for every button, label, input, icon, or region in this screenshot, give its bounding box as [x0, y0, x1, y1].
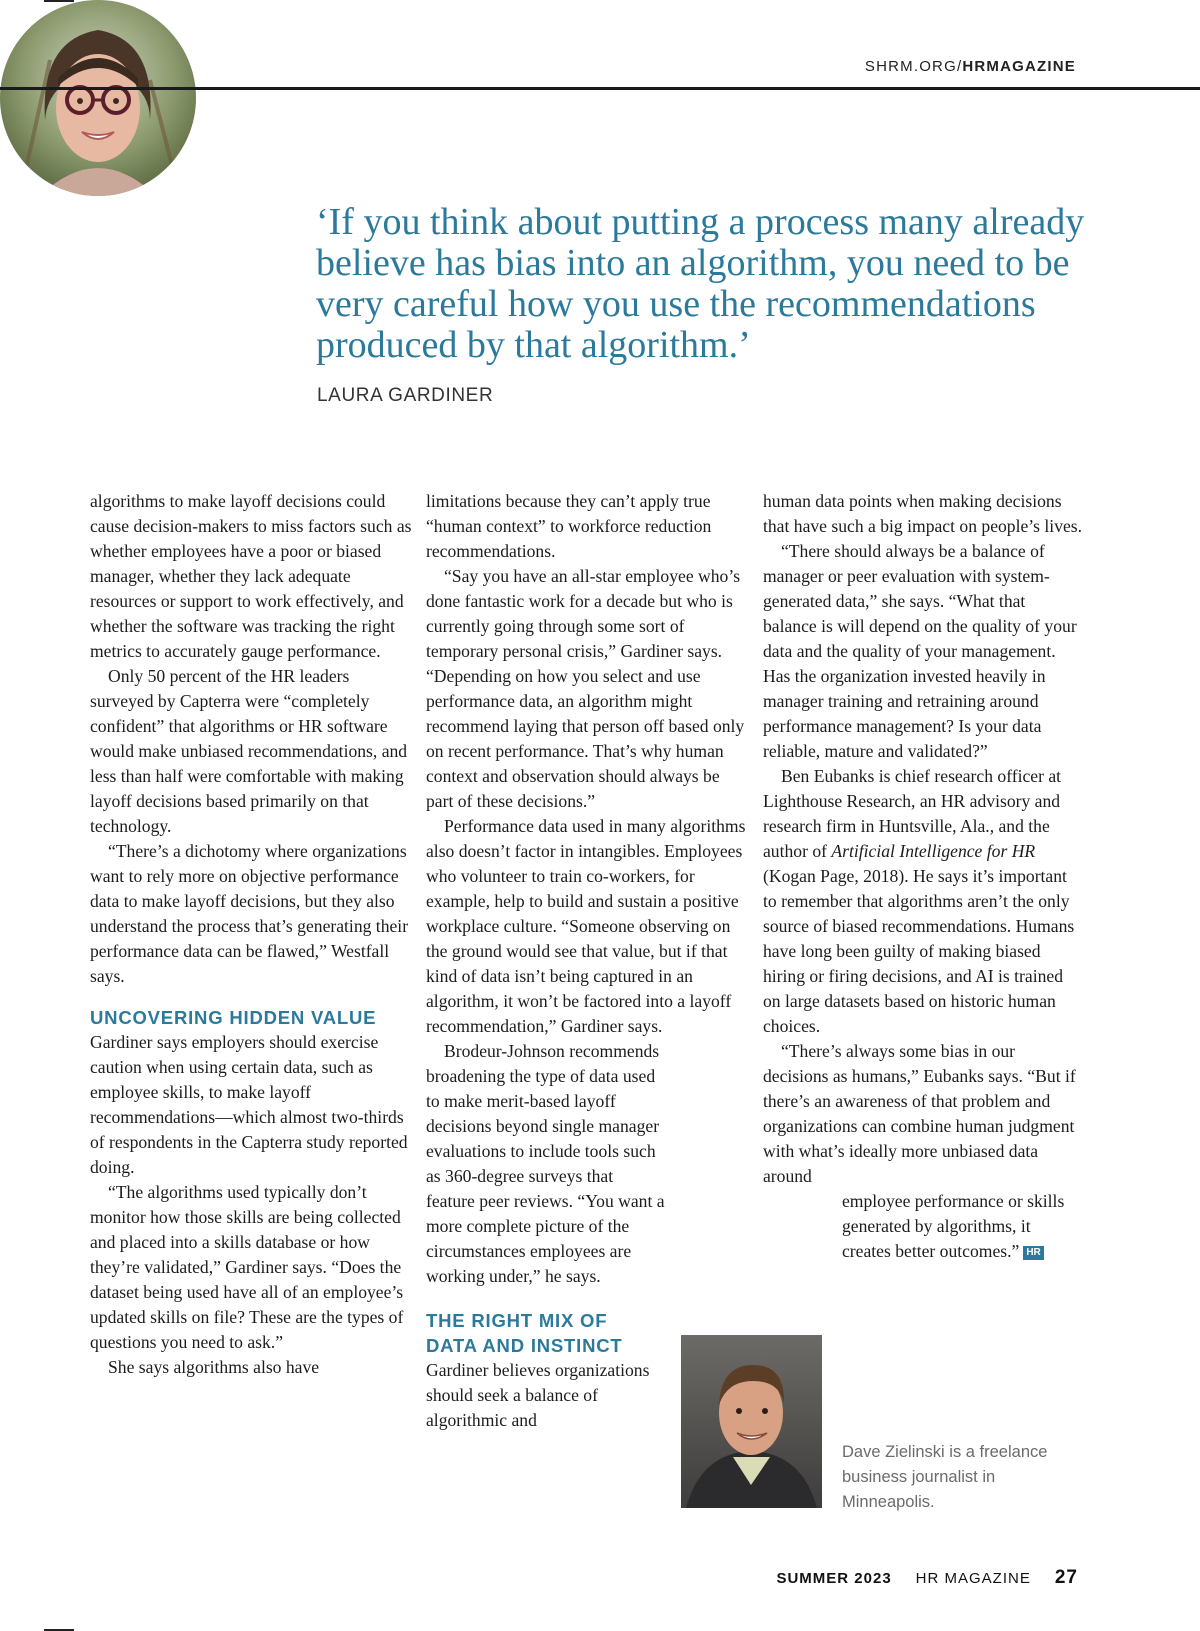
crop-mark-top	[44, 0, 74, 2]
dave-zielinski-photo	[681, 1335, 822, 1508]
section-heading-uncovering-hidden-value: UNCOVERING HIDDEN VALUE	[90, 1007, 377, 1028]
paragraph: Gardiner believes organizations should seek a balance of algorithmic and	[426, 1360, 650, 1430]
hr-end-mark-icon: HR	[1023, 1246, 1043, 1260]
paragraph: “There’s a dichotomy where organizations want to rely more on objective performance data to make layoff decisions, but they also understand the process that’s generating their performance data can be flawed,” Westfall says.	[90, 841, 409, 986]
paragraph: “There should always be a balance of manager or peer evaluation with system-generated data,” she says. “What that balance is will depend on the quality of your data and the quality of your management. Has the organization invested heavily in manager training and retraining around performance management? Is your data reliable, mature and validated?”	[763, 541, 1077, 761]
magazine-name: HR MAGAZINE	[915, 1570, 1031, 1587]
paragraph: algorithms to make layoff decisions could cause decision-makers to miss factors such as whether employees have a poor or biased manager, whether they lack adequate resources or support to work effectively, and whether the software was tracking the right metrics to accurately gauge performance.	[90, 491, 412, 661]
article-column-2	[426, 489, 748, 1433]
paragraph: “The algorithms used typically don’t monitor how those skills are being collected and placed into a skills database or how they’re validated,” Gardiner says. “Does the dataset being used have all of an employee’s updated skills on file? These are the types of questions you need to ask.”	[90, 1182, 404, 1352]
author-bio: Dave Zielinski is a freelance business journalist in Minneapolis.	[842, 1443, 1048, 1511]
issue-season: SUMMER 2023	[776, 1570, 892, 1587]
paragraph: Only 50 percent of the HR leaders surveyed by Capterra were “completely confident” that algorithms or HR software would make unbiased recommendations, and less than half were comfortable with making layoff decisions based primarily on that technology.	[90, 666, 408, 836]
paragraph-tail: employee performance or skills generated by algorithms, it creates better outcomes.” HR	[842, 1191, 1065, 1261]
section-heading-right-mix: THE RIGHT MIX OF DATA AND INSTINCT	[426, 1310, 623, 1356]
header-rule	[0, 87, 1200, 90]
paragraph: Brodeur-Johnson recommends broadening the type of data used to make merit-based layoff decisions beyond single manager evaluations to include tools such as 360-degree surveys that feature peer reviews. “You want a more complete picture of the circumstances employees are working under,” he says.	[426, 1041, 665, 1286]
page-number: 27	[1054, 1567, 1078, 1588]
article-column-1	[90, 489, 412, 1380]
paragraph: Gardiner says employers should exercise caution when using certain data, such as employee skills, to make layoff recommendations—which almost two-thirds of respondents in the Capterra study reported doing.	[90, 1032, 408, 1177]
paragraph: limitations because they can’t apply true “human context” to workforce reduction recommendations.	[426, 491, 712, 561]
book-title: Artificial Intelligence for HR	[831, 841, 1036, 861]
paragraph: “There’s always some bias in our decisions as humans,” Eubanks says. “But if there’s an awareness of that problem and organizations can combine human judgment with what’s ideally more unbiased data around	[763, 1041, 1076, 1186]
page-footer	[776, 1567, 1078, 1589]
paragraph: “Say you have an all-star employee who’s done fantastic work for a decade but who is currently going through some sort of temporary personal crisis,” Gardiner says. “Depending on how you select and use performance data, an algorithm might recommend laying that person off based only on recent performance. That’s why human context and observation should always be part of these decisions.”	[426, 566, 745, 811]
pull-quote-attribution: LAURA GARDINER	[317, 385, 494, 406]
paragraph: human data points when making decisions that have such a big impact on people’s lives.	[763, 491, 1083, 536]
site-url: SHRM.ORG/HRMAGAZINE	[864, 58, 1076, 75]
paragraph: Ben Eubanks is chief research officer at Lighthouse Research, an HR advisory and research firm in Huntsville, Ala., and the author of Artificial Intelligence for HR (Kogan Page, 2018). He says it’s important to remember that algorithms aren’t the only source of biased recommendations. Humans have long been guilty of making biased hiring or firing decisions, and AI is trained on large datasets based on historic human choices.	[763, 766, 1075, 1036]
pull-quote: ‘If you think about putting a process many already believe has bias into an algorithm, you need to be very careful how you use the recommendations produced by that algorithm.’	[316, 201, 1085, 366]
paragraph: Performance data used in many algorithms also doesn’t factor in intangibles. Employees who volunteer to train co-workers, for example, help to build and sustain a positive workplace culture. “Someone observing on the ground would see that value, but if that kind of data isn’t being captured in an algorithm, it won’t be factored into a layoff recommendation,” Gardiner says.	[426, 816, 746, 1036]
paragraph: She says algorithms also have	[108, 1357, 320, 1377]
laura-gardiner-photo	[0, 0, 196, 196]
article-column-3	[763, 489, 1083, 1264]
